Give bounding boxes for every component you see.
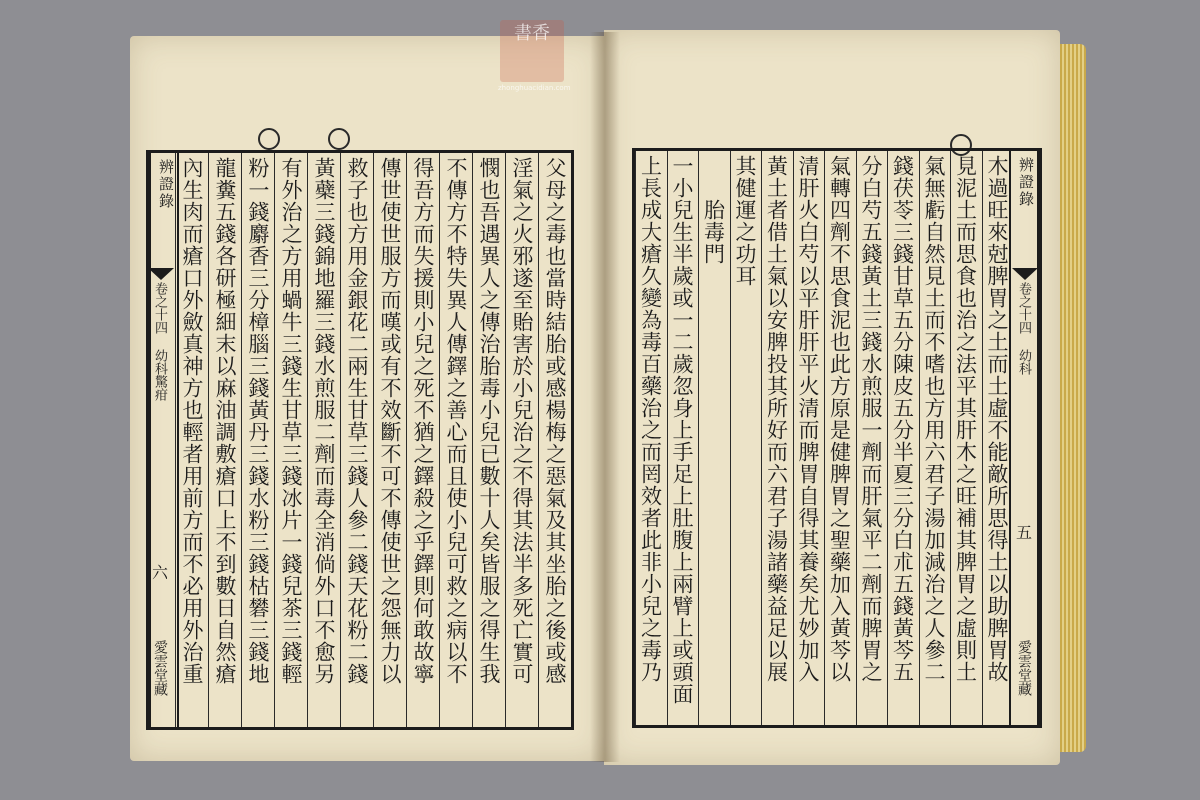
left-hanxin-volume: 卷之十四 幼科驚疳 <box>152 282 167 401</box>
text-column: 黃土者借土氣以安脾投其所好而六君子湯諸藥益足以展 <box>764 155 789 683</box>
column-rule <box>635 151 636 725</box>
right-hanxin-title: 辨證錄 <box>1017 157 1035 208</box>
text-column: 救子也方用金銀花二兩生甘草三錢人參二錢天花粉二錢 <box>345 157 369 685</box>
text-column: 不傳方不特失異人傳鐸之善心而且使小兒可救之病以不 <box>444 157 468 685</box>
column-rule <box>175 153 176 727</box>
text-column: 錢茯苓三錢甘草五分陳皮五分半夏三分白朮五錢黃芩五 <box>890 155 915 683</box>
left-text-frame <box>146 150 574 730</box>
left-hanxin-folio: 六 <box>152 563 169 582</box>
text-column: 得吾方而失援則小兒之死不猶之鐸殺之乎鐸則何敢故寧 <box>411 157 435 685</box>
left-fishtail-mark <box>148 268 174 280</box>
right-hanxin-studio: 愛雲堂藏 <box>1016 640 1032 696</box>
book-gutter <box>590 32 620 762</box>
text-column: 分白芍五錢黃土三錢水煎服一劑而肝氣平二劑而脾胃之 <box>859 155 883 683</box>
text-column: 傳世使世服方而嘆或有不效斷不可不傳使世之怨無力以 <box>378 157 402 685</box>
seal-caption: zhonghuacidian.com <box>498 84 571 92</box>
binding-hole <box>328 128 350 150</box>
left-hanxin-title: 辨證錄 <box>157 159 175 210</box>
binding-hole <box>258 128 280 150</box>
text-column: 內生肉而瘡口外斂真神方也輕者用前方而不必用外治重 <box>180 157 204 685</box>
text-column: 父母之毒也當時結胎或感楊梅之惡氣及其坐胎之後或感 <box>543 157 567 685</box>
text-column: 龍糞五錢各研極細末以麻油調敷瘡口上不到數日自然瘡 <box>213 157 237 685</box>
text-column: 氣無虧自然見土而不嗜也方用六君子湯加減治之人參二 <box>922 155 946 683</box>
page-edges <box>1060 44 1086 752</box>
text-column: 一小兒生半歲或一二歲忽身上手足上肚腹上兩臂上或頭面 <box>670 155 694 705</box>
text-column: 木過旺來尅脾胃之土而土虛不能敵所思得土以助脾胃故 <box>985 155 1009 683</box>
text-column: 其健運之功耳 <box>733 155 757 287</box>
text-column: 憫也吾遇異人之傳治胎毒小兒已數十人矣皆服之得生我 <box>477 157 501 685</box>
right-text-frame <box>632 148 1042 728</box>
text-column: 黃蘗三錢錦地羅三錢水煎服二劑而毒全消倘外口不愈另 <box>312 157 336 685</box>
right-hanxin-folio: 五 <box>1016 523 1033 542</box>
library-seal-watermark: 書香 <box>500 20 564 82</box>
text-column: 粉一錢麝香三分樟腦三錢黃丹三錢水粉三錢枯礬三錢地 <box>246 157 270 685</box>
text-column: 清肝火白芍以平肝肝平火清而脾胃自得其養矣尤妙加入 <box>796 155 820 683</box>
text-column: 淫氣之火邪遂至貽害於小兒治之不得其法半多死亡實可 <box>510 157 534 685</box>
text-column: 胎毒門 <box>701 155 726 265</box>
right-fishtail-mark <box>1012 268 1038 280</box>
left-hanxin-studio: 愛雲堂藏 <box>152 640 168 696</box>
text-column: 有外治之方用蝸牛三錢生甘草三錢冰片一錢兒茶三錢輕 <box>279 157 303 685</box>
text-column: 見泥土而思食也治之法平其肝木之旺補其脾胃之虛則土 <box>953 155 978 683</box>
text-column: 上長成大瘡久變為毒百藥治之而罔效者此非小兒之毒乃 <box>638 155 663 683</box>
right-hanxin-volume: 卷之十四 幼科 <box>1016 282 1031 375</box>
text-column: 氣轉四劑不思食泥也此方原是健脾胃之聖藥加入黃芩以 <box>827 155 852 683</box>
